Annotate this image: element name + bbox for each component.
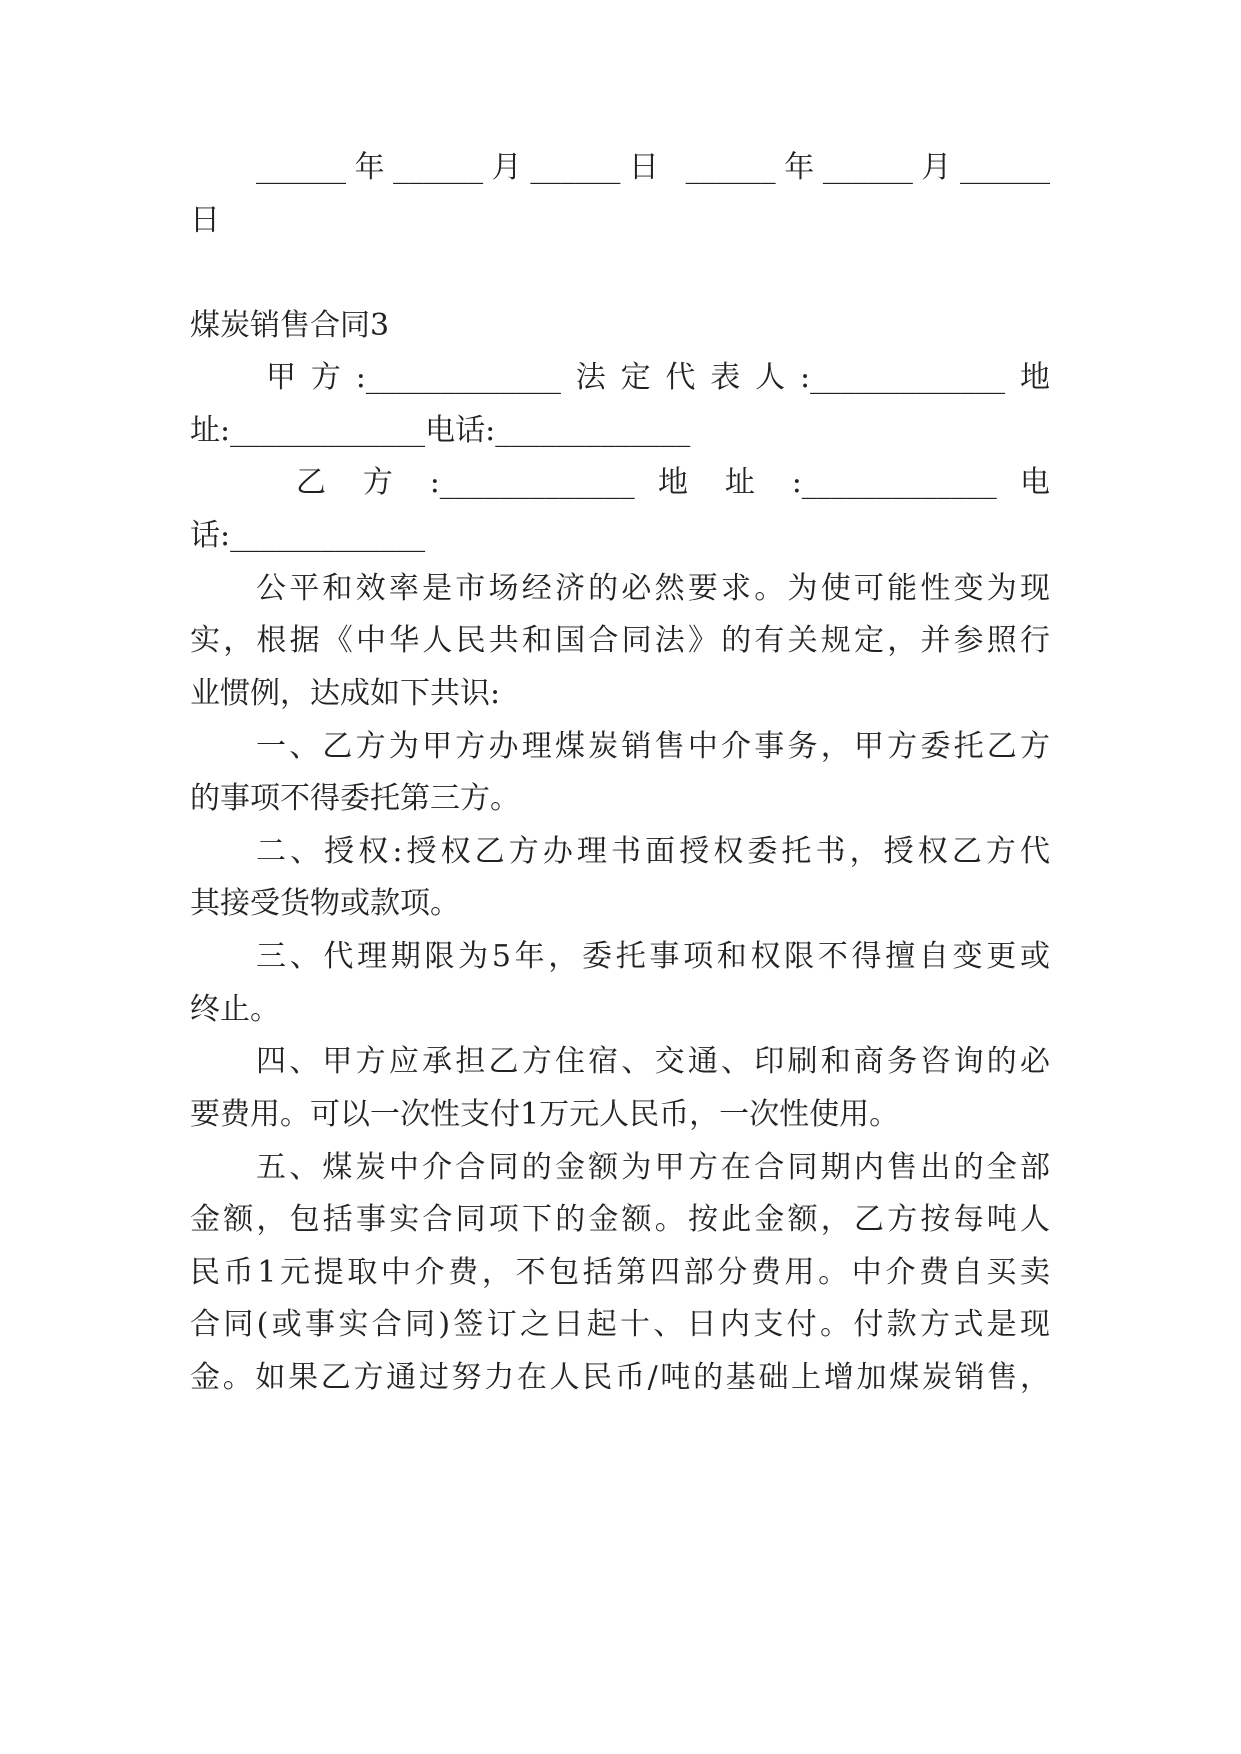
party-b-line-cont: 话:_____________ bbox=[190, 518, 426, 553]
clause-3-line: 三、代理期限为5年，委托事项和权限不得擅自变更或 bbox=[256, 939, 1050, 974]
party-a-line: 甲方:_____________法定代表人:_____________地 bbox=[266, 360, 1050, 395]
clause-5-line: 金额，包括事实合同项下的金额。按此金额，乙方按每吨人 bbox=[190, 1202, 1050, 1237]
clause-1-line: 的事项不得委托第三方。 bbox=[190, 781, 520, 816]
clause-2-line: 二、授权:授权乙方办理书面授权委托书，授权乙方代 bbox=[256, 834, 1050, 869]
clause-4-line: 四、甲方应承担乙方住宿、交通、印刷和商务咨询的必 bbox=[256, 1044, 1050, 1079]
date-line-end: 日 bbox=[190, 203, 220, 238]
clause-5-line: 合同(或事实合同)签订之日起十、日内支付。付款方式是现 bbox=[190, 1307, 1050, 1342]
clause-3-line: 终止。 bbox=[190, 992, 280, 1027]
clause-5-line: 五、煤炭中介合同的金额为甲方在合同期内售出的全部 bbox=[256, 1150, 1050, 1185]
paragraph-line: 实，根据《中华人民共和国合同法》的有关规定，并参照行 bbox=[190, 623, 1050, 658]
clause-5-line: 金。如果乙方通过努力在人民币/吨的基础上增加煤炭销售， bbox=[190, 1360, 1050, 1395]
clause-5-line: 民币1元提取中介费，不包括第四部分费用。中介费自买卖 bbox=[190, 1255, 1050, 1290]
section-title: 煤炭销售合同3 bbox=[190, 308, 390, 343]
clause-2-line: 其接受货物或款项。 bbox=[190, 886, 460, 921]
clause-1-line: 一、乙方为甲方办理煤炭销售中介事务，甲方委托乙方 bbox=[256, 729, 1050, 764]
clause-4-line: 要费用。可以一次性支付1万元人民币，一次性使用。 bbox=[190, 1097, 900, 1132]
date-line: ______年______月______日 ______年______月______ bbox=[256, 150, 1050, 185]
paragraph-line: 业惯例，达成如下共识: bbox=[190, 676, 501, 711]
paragraph-line: 公平和效率是市场经济的必然要求。为使可能性变为现 bbox=[256, 571, 1050, 606]
party-b-line: 乙 方 :_____________ 地 址 :_____________ 电 bbox=[296, 465, 1050, 500]
party-a-line-cont: 址:_____________电话:_____________ bbox=[190, 413, 691, 448]
